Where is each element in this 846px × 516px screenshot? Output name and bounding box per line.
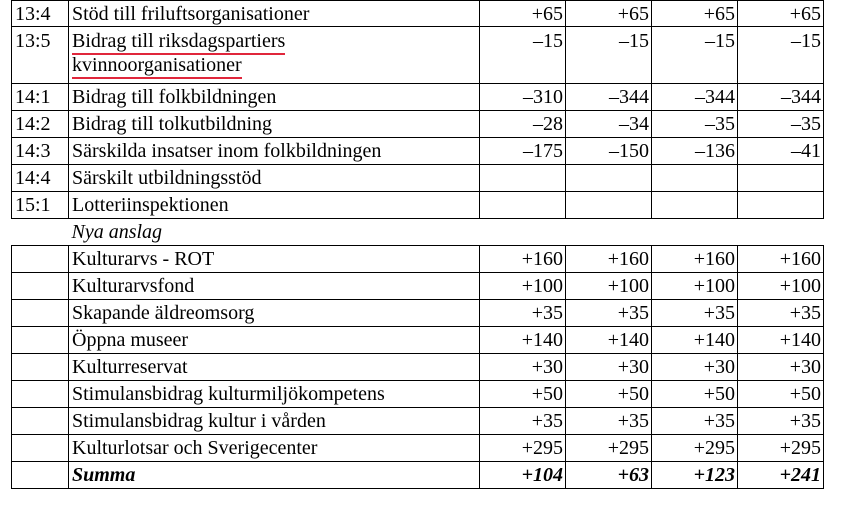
table-row — [12, 1, 824, 27]
table-row — [12, 246, 824, 273]
row-value — [652, 165, 738, 192]
row-value: +295 — [480, 435, 566, 462]
row-value: +295 — [738, 435, 824, 462]
section-header-row — [12, 219, 824, 246]
row-value: +160 — [652, 246, 738, 273]
row-value — [480, 192, 566, 219]
row-value: +35 — [480, 300, 566, 327]
section-title: Nya anslag — [71, 221, 163, 243]
row-value: +30 — [480, 354, 566, 381]
row-value — [738, 192, 824, 219]
row-value: +295 — [566, 435, 652, 462]
table-row — [12, 138, 824, 165]
row-name: Stimulansbidrag kultur i vården — [69, 408, 480, 435]
row-value: +140 — [738, 327, 824, 354]
row-value: –15 — [738, 27, 824, 84]
row-value: +100 — [738, 273, 824, 300]
row-value: +35 — [566, 300, 652, 327]
table-row — [12, 165, 824, 192]
row-name: Särskilda insatser inom folkbildningen — [69, 138, 480, 165]
row-value: +65 — [652, 1, 738, 27]
row-value: –15 — [480, 27, 566, 84]
row-value: +35 — [652, 300, 738, 327]
table-row — [12, 327, 824, 354]
row-value: –150 — [566, 138, 652, 165]
row-value: –310 — [480, 84, 566, 111]
row-code: 15:1 — [12, 192, 69, 219]
row-value: +295 — [652, 435, 738, 462]
row-value: –344 — [652, 84, 738, 111]
row-name: Kulturreservat — [69, 354, 480, 381]
row-value: –175 — [480, 138, 566, 165]
row-code: 14:4 — [12, 165, 69, 192]
budget-table — [11, 0, 824, 489]
row-name: Skapande äldreomsorg — [69, 300, 480, 327]
row-value: –136 — [652, 138, 738, 165]
row-value: +35 — [566, 408, 652, 435]
row-value — [566, 192, 652, 219]
row-value: +65 — [480, 1, 566, 27]
table-row — [12, 273, 824, 300]
row-name: Kulturlotsar och Sverigecenter — [69, 435, 480, 462]
row-value: +35 — [480, 408, 566, 435]
row-value: +140 — [480, 327, 566, 354]
row-value: –28 — [480, 111, 566, 138]
table-row — [12, 408, 824, 435]
summary-value: +241 — [738, 462, 824, 489]
summary-value: +63 — [566, 462, 652, 489]
row-name: Lotteriinspektionen — [69, 192, 480, 219]
row-value: +140 — [652, 327, 738, 354]
row-value: +35 — [738, 408, 824, 435]
row-name: Bidrag till tolkutbildning — [69, 111, 480, 138]
summary-row — [12, 462, 824, 489]
table-row — [12, 381, 824, 408]
table-row — [12, 354, 824, 381]
row-name: Stimulansbidrag kulturmiljökompetens — [69, 381, 480, 408]
row-name: Stöd till friluftsorganisationer — [69, 1, 480, 27]
row-value: +50 — [738, 381, 824, 408]
row-value: +140 — [566, 327, 652, 354]
row-code: 13:5 — [12, 27, 69, 84]
row-name: Särskilt utbildningsstöd — [69, 165, 480, 192]
row-value: –15 — [652, 27, 738, 84]
row-value: +65 — [738, 1, 824, 27]
table-row — [12, 27, 824, 84]
row-value: +30 — [652, 354, 738, 381]
highlighted-text-line1: Bidrag till riksdagspartiers — [72, 31, 285, 55]
table-row — [12, 84, 824, 111]
row-name — [69, 27, 480, 84]
row-value: +160 — [566, 246, 652, 273]
row-code: 14:1 — [12, 84, 69, 111]
row-value: –35 — [652, 111, 738, 138]
row-value: –41 — [738, 138, 824, 165]
row-value: +100 — [480, 273, 566, 300]
row-value: +100 — [652, 273, 738, 300]
row-value: +50 — [566, 381, 652, 408]
row-value: –35 — [738, 111, 824, 138]
row-value: +160 — [480, 246, 566, 273]
row-name: Öppna museer — [69, 327, 480, 354]
row-value: +65 — [566, 1, 652, 27]
row-value: –344 — [738, 84, 824, 111]
table-row — [12, 111, 824, 138]
row-value: –15 — [566, 27, 652, 84]
row-value — [480, 165, 566, 192]
summary-value: +123 — [652, 462, 738, 489]
table-row — [12, 192, 824, 219]
row-code: 14:2 — [12, 111, 69, 138]
row-value: –344 — [566, 84, 652, 111]
row-value: –34 — [566, 111, 652, 138]
row-code: 14:3 — [12, 138, 69, 165]
highlighted-text-line2: kvinnoorganisationer — [72, 55, 242, 79]
row-value: +30 — [566, 354, 652, 381]
row-value: +30 — [738, 354, 824, 381]
row-value: +100 — [566, 273, 652, 300]
row-value: +50 — [480, 381, 566, 408]
summary-label: Summa — [69, 462, 480, 489]
row-value: +160 — [738, 246, 824, 273]
row-value: +50 — [652, 381, 738, 408]
row-name: Kulturarvs - ROT — [69, 246, 480, 273]
row-value: +35 — [738, 300, 824, 327]
summary-value: +104 — [480, 462, 566, 489]
row-value — [738, 165, 824, 192]
row-value — [652, 192, 738, 219]
table-row — [12, 300, 824, 327]
row-value: +35 — [652, 408, 738, 435]
table-row — [12, 435, 824, 462]
row-value — [566, 165, 652, 192]
row-code: 13:4 — [12, 1, 69, 27]
row-name: Kulturarvsfond — [69, 273, 480, 300]
row-name: Bidrag till folkbildningen — [69, 84, 480, 111]
